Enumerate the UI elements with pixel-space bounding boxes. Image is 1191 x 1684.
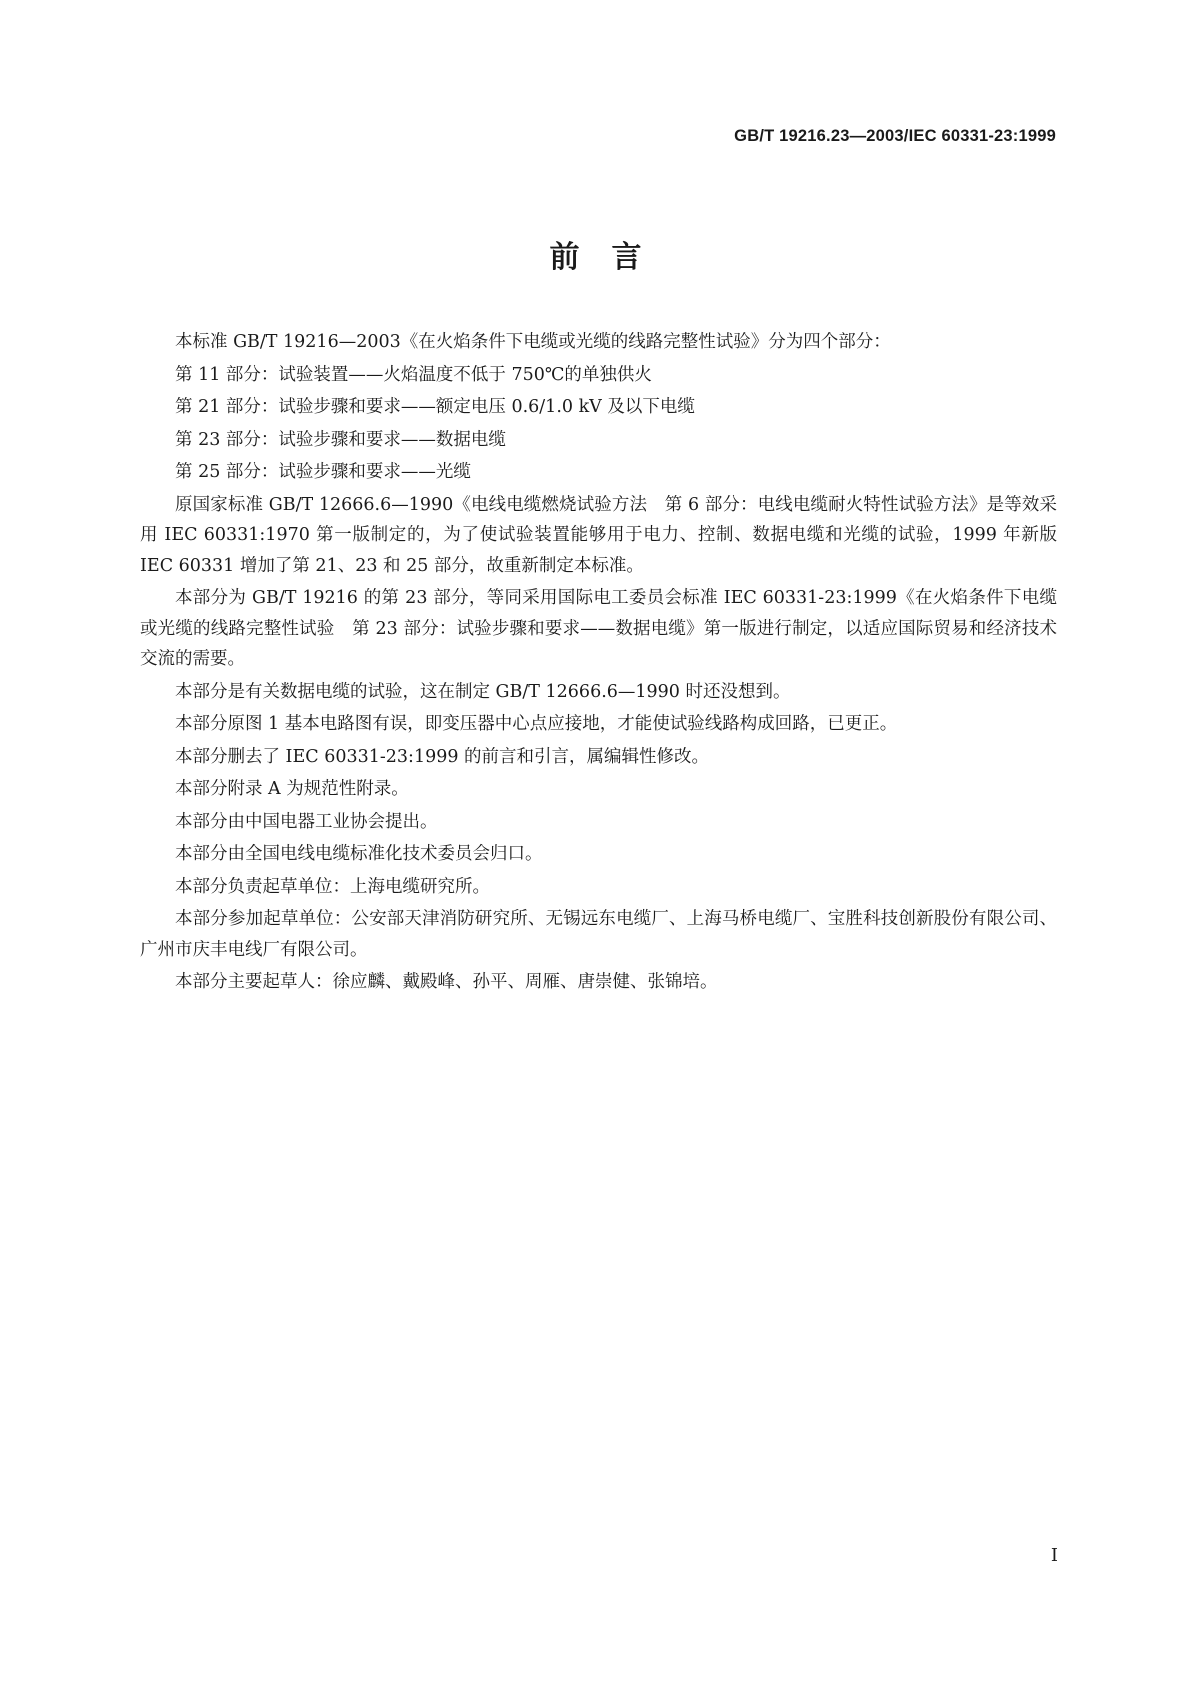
paragraph: 第 11 部分：试验装置——火焰温度不低于 750℃的单独供火 <box>175 364 652 385</box>
paragraph: 本部分原图 1 基本电路图有误，即变压器中心点应接地，才能使试验线路构成回路，已更正。 <box>175 714 898 734</box>
paragraph: 原国家标准 GB/T 12666.6—1990《电线电缆燃烧试验方法 第 6 部分：电线电缆耐火特性试验方法》是等效采用 IEC 60331:1970 第一版制定的，为了使试验装置能够用于电力、控制、数据电缆和光缆的试验，1999 年新版 IEC 60331 增加了第 21、23 和 25 部分，故重新制定本标准。 <box>140 494 1057 576</box>
paragraph: 本部分主要起草人：徐应麟、戴殿峰、孙平、周雁、唐崇健、张锦培。 <box>175 972 718 992</box>
paragraph: 第 23 部分：试验步骤和要求——数据电缆 <box>175 429 506 450</box>
document-body <box>140 327 1057 1000</box>
paragraph: 本部分附录 A 为规范性附录。 <box>175 779 409 799</box>
page-title: 前言 <box>549 240 674 275</box>
paragraph: 本部分由中国电器工业协会提出。 <box>175 811 438 832</box>
paragraph: 本标准 GB/T 19216—2003《在火焰条件下电缆或光缆的线路完整性试验》分为四个部分： <box>175 332 891 352</box>
paragraph: 本部分负责起草单位：上海电缆研究所。 <box>175 876 490 897</box>
page-number: I <box>1050 1545 1058 1566</box>
paragraph: 本部分删去了 IEC 60331-23:1999 的前言和引言，属编辑性修改。 <box>175 746 710 767</box>
paragraph: 第 25 部分：试验步骤和要求——光缆 <box>175 462 471 482</box>
paragraph: 本部分是有关数据电缆的试验，这在制定 GB/T 12666.6—1990 时还没想到。 <box>175 681 791 702</box>
paragraph: 本部分为 GB/T 19216 的第 23 部分，等同采用国际电工委员会标准 IEC 60331-23:1999《在火焰条件下电缆或光缆的线路完整性试验 第 23 部分：试验步骤和要求——数据电缆》第一版进行制定，以适应国际贸易和经济技术交流的需要。 <box>140 588 1057 669</box>
standard-code: GB/T 19216.23—2003/IEC 60331-23:1999 <box>734 127 1056 145</box>
paragraph: 本部分参加起草单位：公安部天津消防研究所、无锡远东电缆厂、上海马桥电缆厂、宝胜科技创新股份有限公司、广州市庆丰电线厂有限公司。 <box>140 909 1057 960</box>
paragraph: 第 21 部分：试验步骤和要求——额定电压 0.6/1.0 kV 及以下电缆 <box>175 397 695 417</box>
paragraph: 本部分由全国电线电缆标准化技术委员会归口。 <box>175 844 543 864</box>
